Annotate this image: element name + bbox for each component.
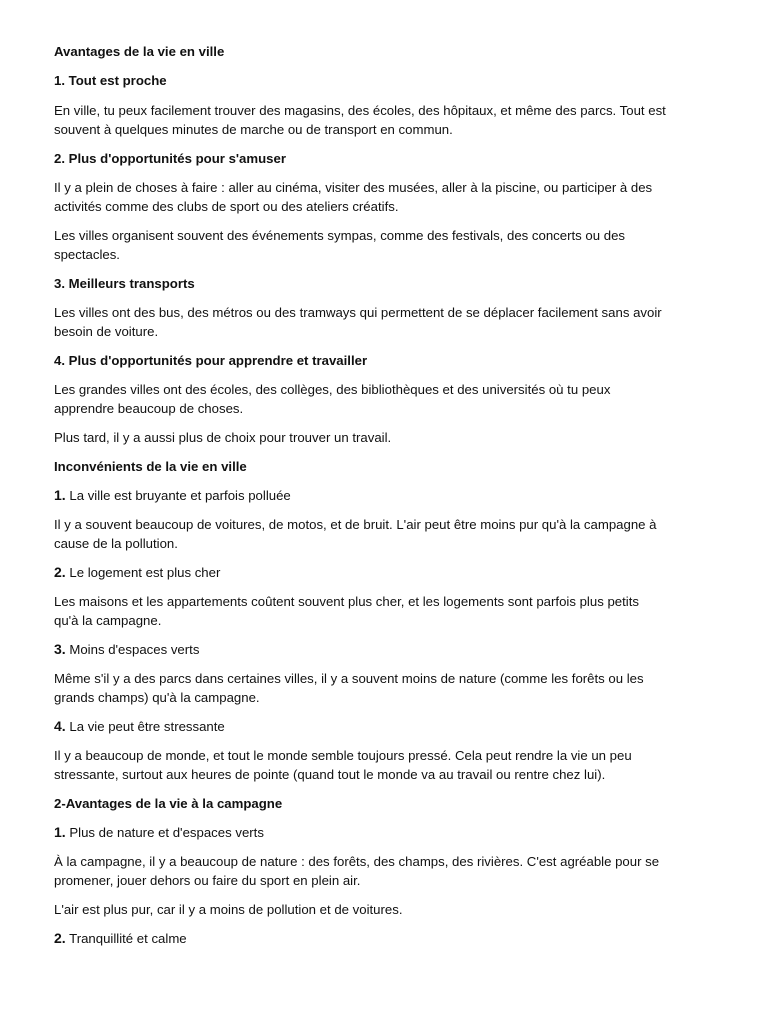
paragraph-line: Il y a beaucoup de monde, et tout le monde semble toujours pressé. Cela peut rendre la vie un peu xyxy=(54,748,632,763)
paragraph-line: qu'à la campagne. xyxy=(54,613,162,628)
item-label: Moins d'espaces verts xyxy=(69,642,200,657)
item-label: Tranquillité et calme xyxy=(69,931,187,946)
item-label: Le logement est plus cher xyxy=(69,565,221,580)
paragraph-line: En ville, tu peux facilement trouver des magasins, des écoles, des hôpitaux, et même des parcs. Tout est xyxy=(54,103,666,118)
paragraph-line: souvent à quelques minutes de marche ou de transport en commun. xyxy=(54,122,453,137)
paragraph-line: À la campagne, il y a beaucoup de nature : des forêts, des champs, des rivières. C'est agréable pour se xyxy=(54,854,660,869)
item-number: 2. xyxy=(54,930,66,946)
item-number: 3. xyxy=(54,641,66,657)
paragraph-line: grands champs) qu'à la campagne. xyxy=(54,690,260,705)
numbered-heading xyxy=(54,823,714,842)
item-number: 4. xyxy=(54,718,66,734)
paragraph-line: cause de la pollution. xyxy=(54,536,178,551)
heading: 2. Plus d'opportunités pour s'amuser xyxy=(54,151,286,166)
section-title: 2-Avantages de la vie à la campagne xyxy=(54,796,283,811)
numbered-heading xyxy=(54,717,714,736)
item-number: 2. xyxy=(54,564,66,580)
section-title: Inconvénients de la vie en ville xyxy=(54,459,247,474)
paragraph-line: Les maisons et les appartements coûtent souvent plus cher, et les logements sont parfois plus petits xyxy=(54,594,639,609)
numbered-heading xyxy=(54,486,714,505)
item-number: 1. xyxy=(54,487,66,503)
paragraph-line: Plus tard, il y a aussi plus de choix pour trouver un travail. xyxy=(54,430,392,445)
numbered-heading xyxy=(54,929,714,948)
paragraph-line: spectacles. xyxy=(54,247,120,262)
section-title: Avantages de la vie en ville xyxy=(54,44,225,59)
heading: 1. Tout est proche xyxy=(54,73,167,88)
heading: 4. Plus d'opportunités pour apprendre et travailler xyxy=(54,353,368,368)
paragraph-line: stressante, surtout aux heures de pointe (quand tout le monde va au travail ou rentre chez lui). xyxy=(54,767,606,782)
numbered-heading xyxy=(54,563,714,582)
paragraph-line: Il y a souvent beaucoup de voitures, de motos, et de bruit. L'air peut être moins pur qu'à la campagne à xyxy=(54,517,657,532)
item-label: Plus de nature et d'espaces verts xyxy=(69,825,264,840)
paragraph-line: Même s'il y a des parcs dans certaines villes, il y a souvent moins de nature (comme les forêts ou les xyxy=(54,671,644,686)
paragraph-line: promener, jouer dehors ou faire du sport en plein air. xyxy=(54,873,361,888)
item-label: La ville est bruyante et parfois polluée xyxy=(69,488,291,503)
item-label: La vie peut être stressante xyxy=(69,719,225,734)
paragraph-line: besoin de voiture. xyxy=(54,324,159,339)
paragraph-line: Les villes organisent souvent des événements sympas, comme des festivals, des concerts ou des xyxy=(54,228,626,243)
paragraph-line: L'air est plus pur, car il y a moins de pollution et de voitures. xyxy=(54,902,403,917)
heading: 3. Meilleurs transports xyxy=(54,276,195,291)
paragraph-line: Il y a plein de choses à faire : aller au cinéma, visiter des musées, aller à la piscine, ou participer à des xyxy=(54,180,653,195)
item-number: 1. xyxy=(54,824,66,840)
paragraph-line: activités comme des clubs de sport ou des ateliers créatifs. xyxy=(54,199,399,214)
paragraph-line: Les grandes villes ont des écoles, des collèges, des bibliothèques et des universités où tu peux xyxy=(54,382,611,397)
paragraph-line: Les villes ont des bus, des métros ou des tramways qui permettent de se déplacer facilement sans avoir xyxy=(54,305,662,320)
numbered-heading xyxy=(54,640,714,659)
paragraph-line: apprendre beaucoup de choses. xyxy=(54,401,244,416)
